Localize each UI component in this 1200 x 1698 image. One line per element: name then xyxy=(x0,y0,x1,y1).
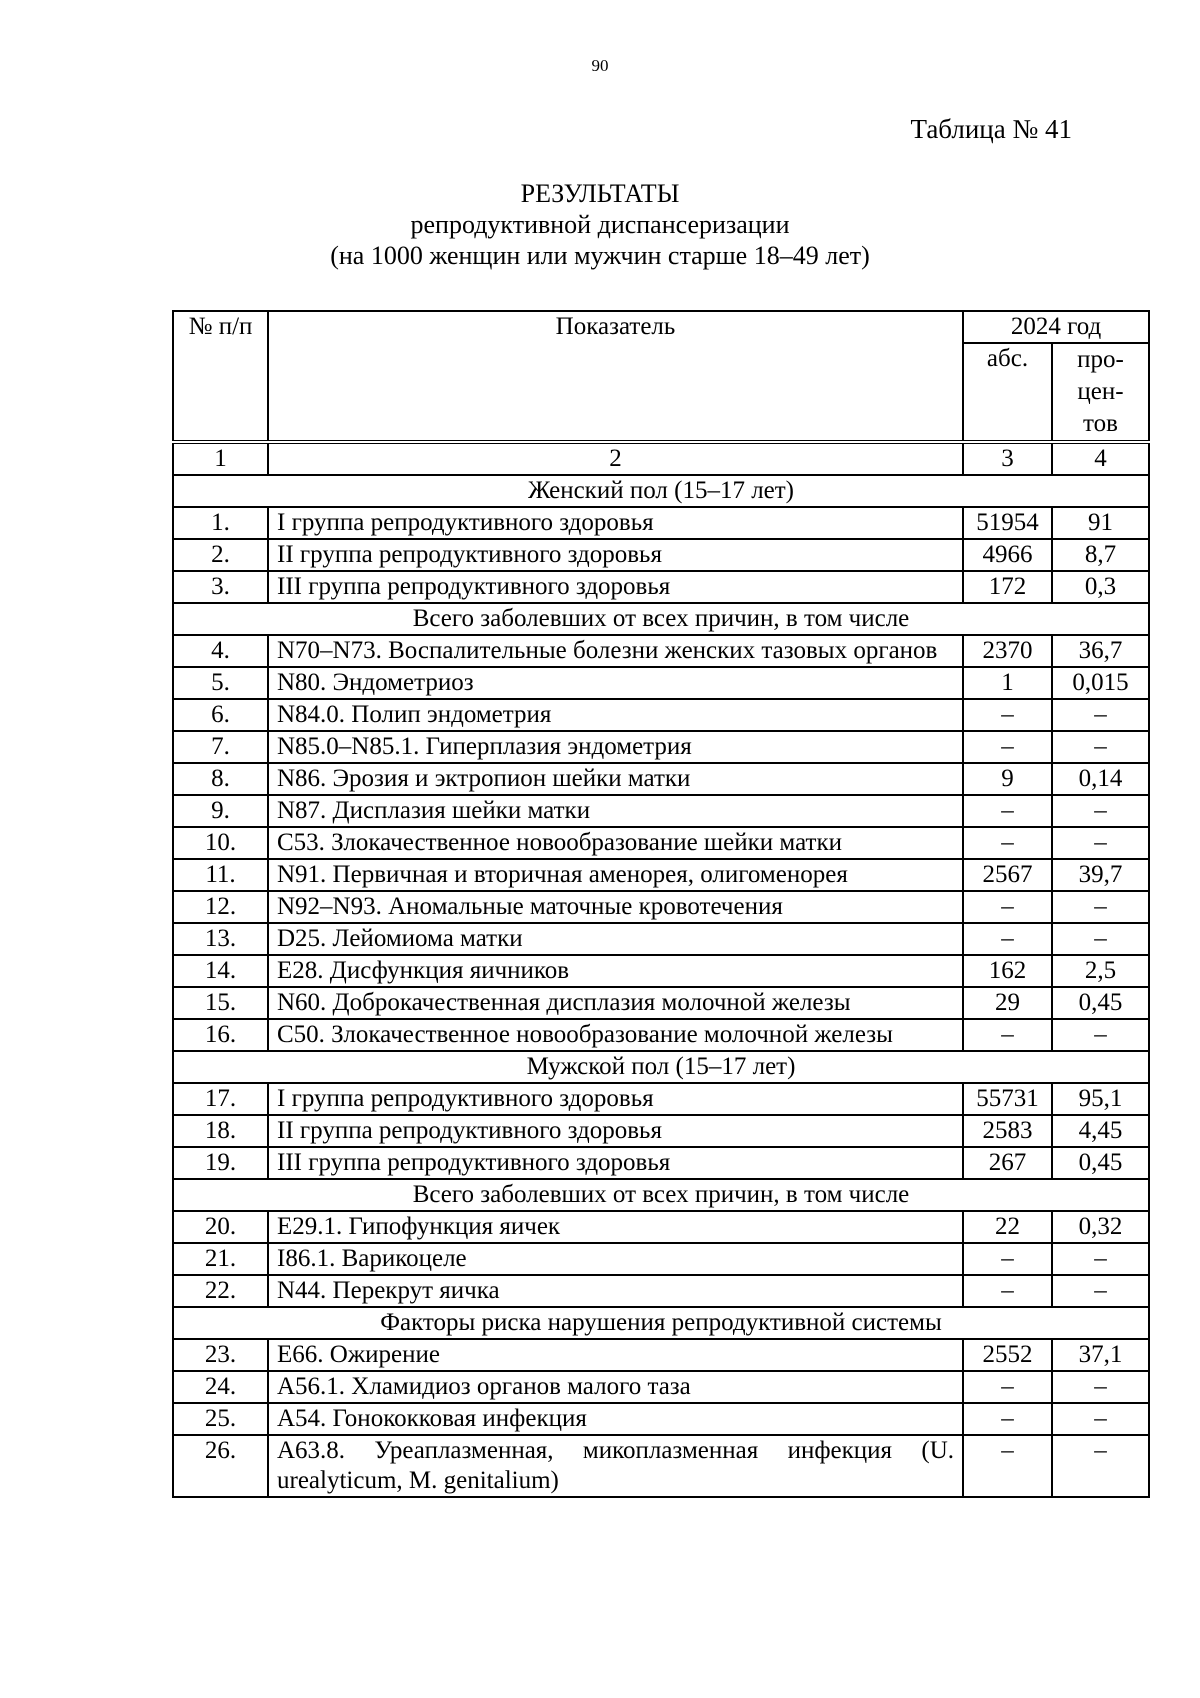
percent-value: 0,45 xyxy=(1052,987,1149,1019)
indicator-name: II группа репродуктивного здоровья xyxy=(268,1115,963,1147)
table-row xyxy=(173,827,1149,859)
indicator-name: C53. Злокачественное новообразование шейки матки xyxy=(268,827,963,859)
abs-value: – xyxy=(963,1403,1052,1435)
column-number: 3 xyxy=(963,442,1052,475)
percent-value: 8,7 xyxy=(1052,539,1149,571)
row-number: 2. xyxy=(173,539,268,571)
row-number: 7. xyxy=(173,731,268,763)
row-number: 22. xyxy=(173,1275,268,1307)
column-number: 1 xyxy=(173,442,268,475)
row-number: 24. xyxy=(173,1371,268,1403)
percent-value: – xyxy=(1052,827,1149,859)
indicator-name: D25. Лейомиома матки xyxy=(268,923,963,955)
row-number: 5. xyxy=(173,667,268,699)
percent-value: – xyxy=(1052,731,1149,763)
row-number: 15. xyxy=(173,987,268,1019)
title-line-2: репродуктивной диспансеризации xyxy=(410,210,790,239)
table-row xyxy=(173,507,1149,539)
page-number: 90 xyxy=(591,56,609,75)
abs-value: – xyxy=(963,699,1052,731)
percent-value: 0,45 xyxy=(1052,1147,1149,1179)
row-number: 19. xyxy=(173,1147,268,1179)
indicator-name: I86.1. Варикоцеле xyxy=(268,1243,963,1275)
indicator-name: N92–N93. Аномальные маточные кровотечения xyxy=(268,891,963,923)
table-row xyxy=(173,571,1149,603)
indicator-name: I группа репродуктивного здоровья xyxy=(268,1083,963,1115)
results-table xyxy=(172,310,1150,1498)
table-row xyxy=(173,1115,1149,1147)
header-indicator: Показатель xyxy=(268,311,963,442)
percent-value: 37,1 xyxy=(1052,1339,1149,1371)
percent-value: 0,015 xyxy=(1052,667,1149,699)
indicator-name: A63.8. Уреаплазменная, микоплазменная инфекция (U. urealyticum, M. genitalium) xyxy=(268,1435,963,1497)
abs-value: – xyxy=(963,1435,1052,1497)
table-row xyxy=(173,1147,1149,1179)
table-row xyxy=(173,635,1149,667)
percent-value: – xyxy=(1052,1275,1149,1307)
table-row xyxy=(173,891,1149,923)
table-row xyxy=(173,699,1149,731)
section-title: Факторы риска нарушения репродуктивной системы xyxy=(173,1307,1149,1339)
abs-value: – xyxy=(963,1243,1052,1275)
section-row xyxy=(173,603,1149,635)
section-row xyxy=(173,1179,1149,1211)
section-row xyxy=(173,1051,1149,1083)
row-number: 16. xyxy=(173,1019,268,1051)
abs-value: – xyxy=(963,923,1052,955)
row-number: 1. xyxy=(173,507,268,539)
table-row xyxy=(173,1275,1149,1307)
indicator-name: E66. Ожирение xyxy=(268,1339,963,1371)
abs-value: – xyxy=(963,1275,1052,1307)
indicator-name: A54. Гонококковая инфекция xyxy=(268,1403,963,1435)
header-abs: абс. xyxy=(963,343,1052,442)
abs-value: 2370 xyxy=(963,635,1052,667)
column-number: 4 xyxy=(1052,442,1149,475)
table-row xyxy=(173,1339,1149,1371)
percent-value: – xyxy=(1052,1371,1149,1403)
abs-value: – xyxy=(963,827,1052,859)
table-body xyxy=(173,442,1149,1497)
percent-value: 95,1 xyxy=(1052,1083,1149,1115)
indicator-name: N84.0. Полип эндометрия xyxy=(268,699,963,731)
table-row xyxy=(173,1435,1149,1497)
column-number: 2 xyxy=(268,442,963,475)
indicator-name: C50. Злокачественное новообразование молочной железы xyxy=(268,1019,963,1051)
percent-value: 0,32 xyxy=(1052,1211,1149,1243)
row-number: 12. xyxy=(173,891,268,923)
indicator-name: A56.1. Хламидиоз органов малого таза xyxy=(268,1371,963,1403)
row-number: 25. xyxy=(173,1403,268,1435)
abs-value: 4966 xyxy=(963,539,1052,571)
abs-value: 172 xyxy=(963,571,1052,603)
indicator-name: N44. Перекрут яичка xyxy=(268,1275,963,1307)
row-number: 18. xyxy=(173,1115,268,1147)
abs-value: – xyxy=(963,1371,1052,1403)
indicator-name: N80. Эндометриоз xyxy=(268,667,963,699)
row-number: 4. xyxy=(173,635,268,667)
abs-value: 267 xyxy=(963,1147,1052,1179)
row-number: 13. xyxy=(173,923,268,955)
abs-value: – xyxy=(963,1019,1052,1051)
row-number: 10. xyxy=(173,827,268,859)
indicator-name: E28. Дисфункция яичников xyxy=(268,955,963,987)
header-percent: про- цен- тов xyxy=(1052,343,1149,442)
table-row xyxy=(173,539,1149,571)
indicator-name: N70–N73. Воспалительные болезни женских тазовых органов xyxy=(268,635,963,667)
abs-value: 1 xyxy=(963,667,1052,699)
abs-value: 55731 xyxy=(963,1083,1052,1115)
table-row xyxy=(173,1243,1149,1275)
indicator-name: I группа репродуктивного здоровья xyxy=(268,507,963,539)
row-number: 11. xyxy=(173,859,268,891)
table-label: Таблица № 41 xyxy=(910,114,1072,144)
section-title: Всего заболевших от всех причин, в том числе xyxy=(173,603,1149,635)
indicator-name: N86. Эрозия и эктропион шейки матки xyxy=(268,763,963,795)
row-number: 20. xyxy=(173,1211,268,1243)
table-row xyxy=(173,923,1149,955)
percent-value: 4,45 xyxy=(1052,1115,1149,1147)
abs-value: 9 xyxy=(963,763,1052,795)
percent-value: 0,3 xyxy=(1052,571,1149,603)
table-row xyxy=(173,795,1149,827)
table-row xyxy=(173,1403,1149,1435)
indicator-name: N87. Дисплазия шейки матки xyxy=(268,795,963,827)
table-row xyxy=(173,667,1149,699)
percent-value: 2,5 xyxy=(1052,955,1149,987)
title-line-3: (на 1000 женщин или мужчин старше 18–49 лет) xyxy=(330,241,870,270)
row-number: 23. xyxy=(173,1339,268,1371)
row-number: 3. xyxy=(173,571,268,603)
indicator-name: N85.0–N85.1. Гиперплазия эндометрия xyxy=(268,731,963,763)
abs-value: – xyxy=(963,795,1052,827)
indicator-name: II группа репродуктивного здоровья xyxy=(268,539,963,571)
header-year: 2024 год xyxy=(963,311,1149,343)
row-number: 17. xyxy=(173,1083,268,1115)
title-line-1: РЕЗУЛЬТАТЫ xyxy=(520,179,680,208)
table-row xyxy=(173,1211,1149,1243)
indicator-name: III группа репродуктивного здоровья xyxy=(268,571,963,603)
percent-value: – xyxy=(1052,795,1149,827)
percent-value: – xyxy=(1052,891,1149,923)
section-row xyxy=(173,1307,1149,1339)
table-row xyxy=(173,1371,1149,1403)
abs-value: 162 xyxy=(963,955,1052,987)
section-title: Всего заболевших от всех причин, в том числе xyxy=(173,1179,1149,1211)
percent-value: – xyxy=(1052,1435,1149,1497)
abs-value: 2552 xyxy=(963,1339,1052,1371)
indicator-name: E29.1. Гипофункция яичек xyxy=(268,1211,963,1243)
percent-value: 91 xyxy=(1052,507,1149,539)
header-number: № п/п xyxy=(173,311,268,442)
abs-value: 2583 xyxy=(963,1115,1052,1147)
row-number: 21. xyxy=(173,1243,268,1275)
percent-value: – xyxy=(1052,1019,1149,1051)
section-row xyxy=(173,475,1149,507)
percent-value: – xyxy=(1052,1403,1149,1435)
row-number: 9. xyxy=(173,795,268,827)
row-number: 8. xyxy=(173,763,268,795)
table-row xyxy=(173,1019,1149,1051)
section-title: Мужской пол (15–17 лет) xyxy=(173,1051,1149,1083)
abs-value: – xyxy=(963,891,1052,923)
percent-value: 36,7 xyxy=(1052,635,1149,667)
section-title: Женский пол (15–17 лет) xyxy=(173,475,1149,507)
table-row xyxy=(173,731,1149,763)
abs-value: 51954 xyxy=(963,507,1052,539)
abs-value: 22 xyxy=(963,1211,1052,1243)
percent-value: – xyxy=(1052,699,1149,731)
abs-value: 29 xyxy=(963,987,1052,1019)
table-row xyxy=(173,859,1149,891)
table-row xyxy=(173,763,1149,795)
indicator-name: N91. Первичная и вторичная аменорея, олигоменорея xyxy=(268,859,963,891)
percent-value: 0,14 xyxy=(1052,763,1149,795)
indicator-name: III группа репродуктивного здоровья xyxy=(268,1147,963,1179)
percent-value: – xyxy=(1052,1243,1149,1275)
percent-value: 39,7 xyxy=(1052,859,1149,891)
row-number: 14. xyxy=(173,955,268,987)
table-row xyxy=(173,1083,1149,1115)
abs-value: – xyxy=(963,731,1052,763)
abs-value: 2567 xyxy=(963,859,1052,891)
table-row xyxy=(173,987,1149,1019)
column-numbers-row xyxy=(173,442,1149,475)
percent-value: – xyxy=(1052,923,1149,955)
table-row xyxy=(173,955,1149,987)
row-number: 26. xyxy=(173,1435,268,1497)
table-title xyxy=(0,178,1200,271)
row-number: 6. xyxy=(173,699,268,731)
indicator-name: N60. Доброкачественная дисплазия молочной железы xyxy=(268,987,963,1019)
